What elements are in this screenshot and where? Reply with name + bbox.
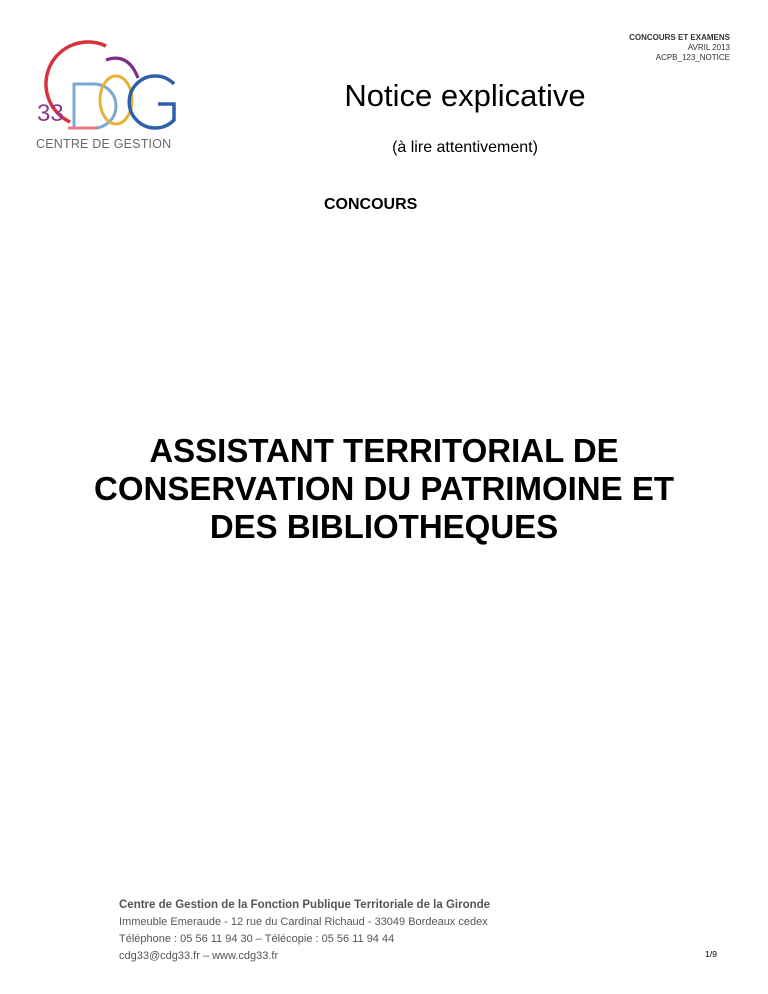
- section-label: CONCOURS: [324, 196, 418, 213]
- main-title-line: DES BIBLIOTHEQUES: [209, 508, 559, 545]
- main-title-line: ASSISTANT TERRITORIAL DE: [149, 432, 619, 469]
- ref-category: CONCOURS ET EXAMENS: [629, 33, 730, 42]
- main-title-line: CONSERVATION DU PATRIMOINE ET: [94, 470, 674, 507]
- ref-code: ACPB_123_NOTICE: [655, 53, 730, 62]
- logo-number: 33: [37, 100, 64, 127]
- main-title: [34, 432, 734, 546]
- footer: [119, 897, 490, 965]
- document-title: Notice explicative: [344, 78, 586, 113]
- footer-organization: Centre de Gestion de la Fonction Publique Territoriale de la Gironde: [119, 899, 491, 911]
- footer-phone: Téléphone : 05 56 11 94 30 – Télécopie : 05 56 11 94 44: [119, 933, 395, 945]
- page-number: 1/9: [705, 949, 717, 959]
- document-subtitle: (à lire attentivement): [392, 139, 538, 156]
- reference-block: [629, 33, 730, 63]
- footer-contact: cdg33@cdg33.fr – www.cdg33.fr: [119, 950, 279, 962]
- logo-caption: CENTRE DE GESTION: [36, 137, 172, 151]
- ref-date: AVRIL 2013: [687, 43, 730, 52]
- footer-address: Immeuble Emeraude - 12 rue du Cardinal Richaud - 33049 Bordeaux cedex: [119, 916, 488, 928]
